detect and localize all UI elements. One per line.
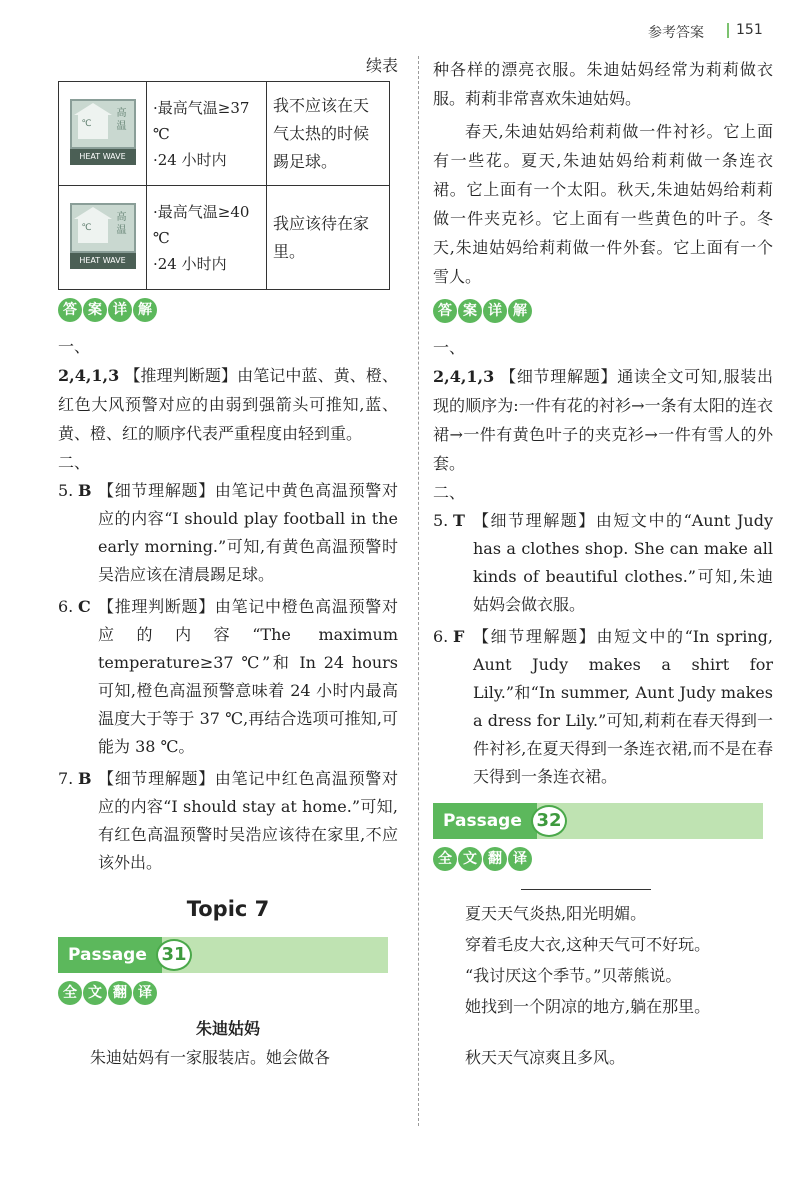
section-two-heading: 二、: [433, 483, 466, 502]
left-column: [58, 55, 398, 1072]
right-column: [433, 55, 773, 1073]
answer-paragraph: [58, 361, 398, 448]
answer-item: 7. B 【细节理解题】由笔记中红色高温预警对应的内容“I should stay at home.”可知,有红色高温预警时吴浩应该待在家里,不应该外出。: [58, 769, 398, 872]
answer-explanation-badge: 答 案 详 解: [433, 299, 773, 323]
poem-line: 她找到一个阴凉的地方,躺在那里。: [465, 997, 711, 1016]
action-cell: 我不应该在天气太热的时候踢足球。: [267, 82, 390, 186]
title-underline: [521, 889, 651, 890]
header-divider: [727, 23, 729, 38]
passage-banner: [58, 937, 388, 973]
full-translation-badge: 全 文 翻 译: [433, 847, 773, 871]
action-cell: 我应该待在家里。: [267, 186, 390, 290]
answer-paragraph: [433, 362, 773, 478]
answer-explanation: 【细节理解题】通读全文可知,服装出现的顺序为:一件有花的衬衫→一条有太阳的连衣裙→一件有黄色叶子的夹克衫→一件有雪人的外套。: [433, 367, 773, 473]
poem-line: “我讨厌这个季节。”贝蒂熊说。: [465, 966, 682, 985]
continued-label: 续表: [365, 56, 398, 75]
warning-sign-cell: [59, 82, 147, 186]
answer-explanation: 【推理判断题】由笔记中蓝、黄、橙、红色大风预警对应的由弱到强箭头可推知,蓝、黄、橙、红的顺序代表严重程度由轻到重。: [58, 366, 398, 443]
table-row: [59, 82, 390, 186]
answer-item: 5. B 【细节理解题】由笔记中黄色高温预警对应的内容“I should play football in the early morning.”可知,有黄色高温预警时吴浩应该在清晨踢足球。: [58, 481, 398, 584]
story-paragraph: 种各样的漂亮衣服。朱迪姑妈经常为莉莉做衣服。莉莉非常喜欢朱迪姑妈。: [433, 60, 773, 108]
table-row: [59, 186, 390, 290]
story-paragraph: 朱迪姑妈有一家服装店。她会做各: [90, 1048, 331, 1067]
passage-number: 31: [156, 939, 192, 971]
answer-key: 2,4,1,3: [433, 367, 495, 386]
heat-warning-table: [58, 81, 390, 290]
condition-cell: ·最高气温≥40 ℃ ·24 小时内: [147, 186, 267, 290]
answer-key: 2,4,1,3: [58, 366, 120, 385]
section-one-heading: 一、: [58, 337, 91, 356]
answer-item: 5. T 【细节理解题】由短文中的“Aunt Judy has a clothes shop. She can make all kinds of beautiful clothes.”可知,朱迪姑妈会做衣服。: [433, 511, 773, 614]
passage-banner: [433, 803, 763, 839]
column-divider: [418, 56, 419, 1126]
answer-item: 6. F 【细节理解题】由短文中的“In spring, Aunt Judy makes a shirt for Lily.”和“In summer, Aunt Judy makes a dress for Lily.”可知,莉莉在春天得到一件衬衫,在夏天得到一条连衣裙,而不是在春天得到一条连衣裙。: [433, 627, 773, 786]
story-title: 朱迪姑妈: [195, 1019, 260, 1038]
topic-heading: Topic 7: [186, 897, 270, 921]
poem-line: 穿着毛皮大衣,这种天气可不好玩。: [465, 935, 711, 954]
answer-item: 6. C 【推理判断题】由笔记中橙色高温预警对应的内容“The maximum temperature≥37 ℃”和 In 24 hours 可知,橙色高温预警意味着 24 小时内最高温度大于等于 37 ℃,再结合选项可推知,可能为 38 ℃。: [58, 597, 398, 756]
passage-label: Passage: [433, 803, 537, 839]
passage-number: 32: [531, 805, 567, 837]
poem-line: 秋天天气凉爽且多风。: [465, 1048, 626, 1067]
condition-cell: ·最高气温≥37 ℃ ·24 小时内: [147, 82, 267, 186]
poem-line: 夏天天气炎热,阳光明媚。: [465, 904, 647, 923]
red-heat-warning-icon: ℃ 高温 HEAT WAVE: [70, 203, 136, 269]
section-two-heading: 二、: [58, 453, 91, 472]
orange-heat-warning-icon: ℃ 高温 HEAT WAVE: [70, 99, 136, 165]
story-paragraph: 春天,朱迪姑妈给莉莉做一件衬衫。它上面有一些花。夏天,朱迪姑妈给莉莉做一条连衣裙。它上面有一个太阳。秋天,朱迪姑妈给莉莉做一件夹克衫。它上面有一些黄色的叶子。冬天,朱迪姑妈给莉莉做一件外套。它上面有一个雪人。: [433, 122, 773, 286]
section-one-heading: 一、: [433, 338, 466, 357]
answer-explanation-badge: 答 案 详 解: [58, 298, 398, 322]
header-label: 参考答案: [648, 25, 704, 41]
full-translation-badge: 全 文 翻 译: [58, 981, 398, 1005]
warning-sign-cell: [59, 186, 147, 290]
passage-label: Passage: [58, 937, 162, 973]
page-number: 151: [736, 22, 763, 38]
